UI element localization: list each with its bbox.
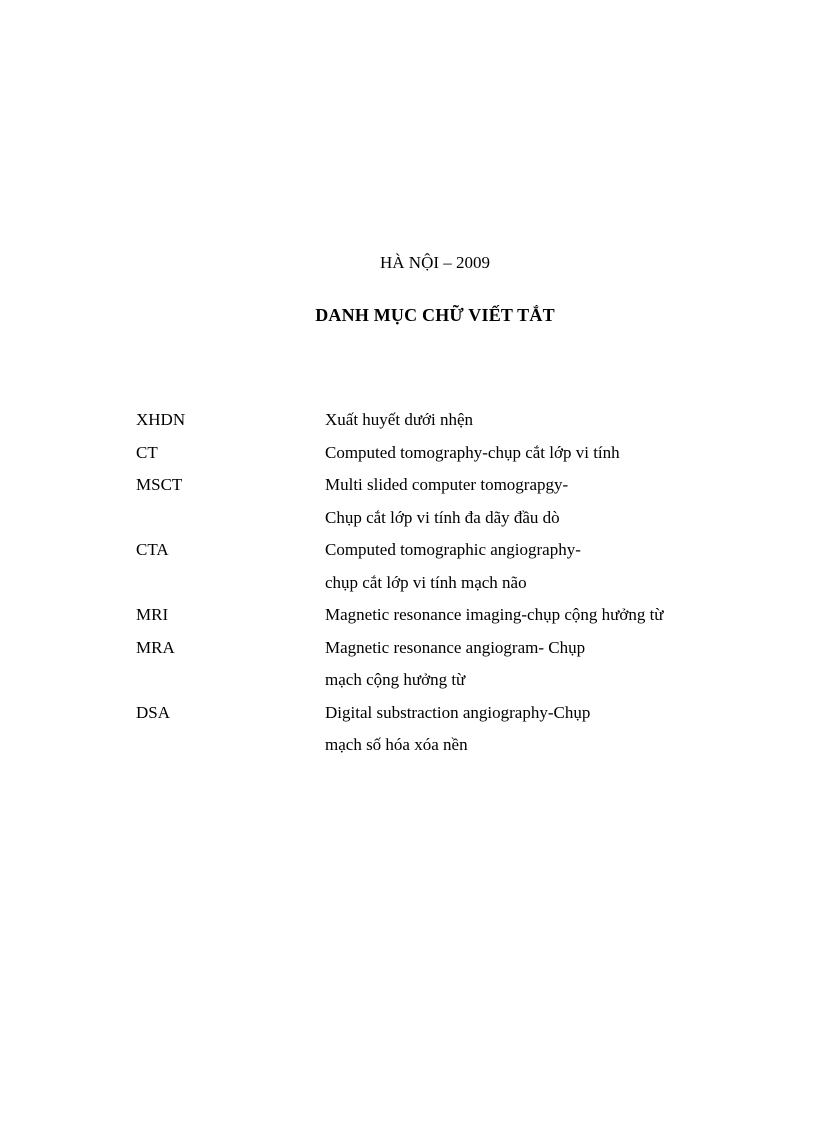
definition-line: Digital substraction angiography-Chụp xyxy=(325,702,591,722)
abbreviation-term: MSCT xyxy=(136,475,183,494)
abbreviation-definition xyxy=(325,599,786,632)
abbreviation-term: MRI xyxy=(136,605,169,624)
abbreviation-definition xyxy=(325,632,786,697)
abbreviation-term: CTA xyxy=(136,540,169,559)
place-year: HÀ NỘI – 2009 xyxy=(379,253,491,272)
abbreviation-list xyxy=(136,404,786,762)
abbreviation-row xyxy=(136,469,786,534)
page-title: DANH MỤC CHỮ VIẾT TẮT xyxy=(315,305,555,325)
abbreviation-term: MRA xyxy=(136,637,175,657)
abbreviation-definition xyxy=(325,534,786,599)
definition-line: Computed tomography-chụp cắt lớp vi tính xyxy=(325,442,620,462)
abbreviation-row xyxy=(136,632,786,697)
abbreviation-row xyxy=(136,437,786,470)
abbreviation-row xyxy=(136,534,786,599)
definition-line: Magnetic resonance angiogram- Chụp xyxy=(325,637,586,657)
abbreviation-definition xyxy=(325,469,786,534)
abbreviation-definition xyxy=(325,697,786,762)
definition-line: chụp cắt lớp vi tính mạch não xyxy=(325,572,527,592)
abbreviation-term: XHDN xyxy=(136,410,186,429)
abbreviation-definition xyxy=(325,404,786,437)
abbreviation-row xyxy=(136,697,786,762)
definition-line: mạch cộng hưởng từ xyxy=(325,670,466,689)
definition-line: Chụp cắt lớp vi tính đa dãy đầu dò xyxy=(325,507,560,527)
definition-line: mạch số hóa xóa nền xyxy=(325,735,468,754)
definition-line: Magnetic resonance imaging-chụp cộng hưởng từ xyxy=(325,605,664,624)
abbreviation-row xyxy=(136,404,786,437)
abbreviation-term: CT xyxy=(136,442,158,462)
definition-line: Multi slided computer tomograpgy- xyxy=(325,475,569,494)
abbreviation-row xyxy=(136,599,786,632)
definition-line: Computed tomographic angiography- xyxy=(325,540,581,559)
definition-line: Xuất huyết dưới nhện xyxy=(325,410,474,429)
abbreviation-term: DSA xyxy=(136,702,171,722)
abbreviation-definition xyxy=(325,437,786,470)
